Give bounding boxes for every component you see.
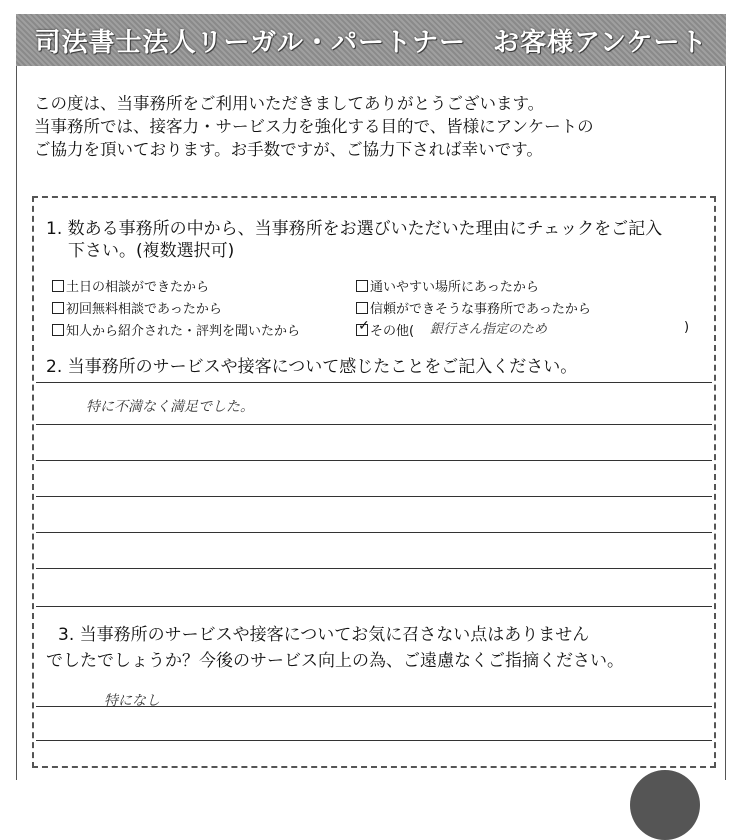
- intro-line: この度は、当事務所をご利用いただきましてありがとうございます。: [34, 94, 545, 113]
- answer-line: [36, 460, 712, 461]
- intro-text: [34, 92, 714, 161]
- q3-answer[interactable]: 特になし: [104, 693, 160, 709]
- answer-line: [36, 496, 712, 497]
- answer-line: [36, 382, 712, 383]
- answer-line: [36, 706, 712, 707]
- checkbox[interactable]: [356, 280, 368, 292]
- answer-line: [36, 424, 712, 425]
- answer-line: [36, 532, 712, 533]
- q1-option-free-consult[interactable]: 初回無料相談であったから: [52, 298, 222, 317]
- checkbox[interactable]: [52, 302, 64, 314]
- q1-label-line1: 1. 数ある事務所の中から、当事務所をお選びいただいた理由にチェックをご記入: [46, 219, 663, 239]
- checkbox[interactable]: [52, 280, 64, 292]
- page-title: 司法書士法人リーガル・パートナー お客様アンケート: [34, 27, 708, 58]
- checkbox-checked[interactable]: [356, 318, 370, 336]
- checkbox[interactable]: [356, 302, 368, 314]
- q1-label-line2: 下さい。(複数選択可): [68, 241, 235, 261]
- q1-other-answer: 銀行さん指定のため: [430, 322, 548, 337]
- intro-line: ご協力を頂いております。お手数ですが、ご協力下されば幸いです。: [34, 140, 543, 159]
- q1-option-weekend[interactable]: 土日の相談ができたから: [52, 276, 209, 295]
- checkbox[interactable]: [52, 324, 64, 336]
- answer-line: [36, 606, 712, 607]
- title-banner: [16, 14, 726, 66]
- q1-option-referral[interactable]: 知人から紹介された・評判を聞いたから: [52, 320, 300, 339]
- checkmark-icon: ✓: [358, 318, 370, 334]
- answer-line: [36, 568, 712, 569]
- q1-other-close-paren: ): [684, 320, 690, 335]
- q2-answer[interactable]: 特に不満なく満足でした。: [86, 399, 254, 415]
- corner-seal: [630, 770, 700, 840]
- q3-label-line1: 3. 当事務所のサービスや接客についてお気に召さない点はありません: [58, 625, 590, 645]
- intro-line: 当事務所では、接客力・サービス力を強化する目的で、皆様にアンケートの: [34, 117, 594, 136]
- q1-option-trust[interactable]: 信頼ができそうな事務所であったから: [356, 298, 591, 317]
- q3-label-line2: でしたでしょうか？今後のサービス向上の為、ご遠慮なくご指摘ください。: [46, 651, 624, 671]
- q2-label: 2. 当事務所のサービスや接客について感じたことをご記入ください。: [46, 357, 578, 377]
- q1-option-location[interactable]: 通いやすい場所にあったから: [356, 276, 539, 295]
- answer-line: [36, 740, 712, 741]
- q1-option-other[interactable]: ✓ その他(: [358, 318, 415, 339]
